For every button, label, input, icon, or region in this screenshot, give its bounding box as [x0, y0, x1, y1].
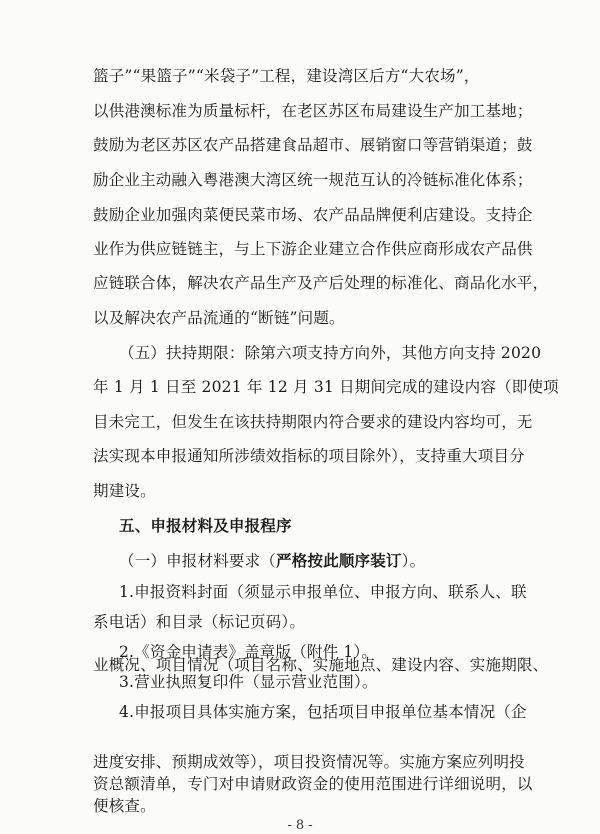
paragraph-line: 年 1 月 1 日至 2021 年 12 月 31 日期间完成的建设内容（即使项 [93, 378, 559, 396]
list-item-line: 便核查。 [93, 797, 156, 815]
list-item-line: 业概况、项目情况（项目名称、实施地点、建设内容、实施期限、 [93, 656, 549, 674]
subsection-emphasis: 严格按此顺序装订 [276, 551, 402, 570]
paragraph-line: 期建设。 [93, 482, 156, 500]
paragraph-line: 目未完工，但发生在该扶持期限内符合要求的建设内容均可，无 [93, 413, 533, 431]
list-item-line: 1.申报资料封面（须显示申报单位、申报方向、联系人、联 [119, 583, 527, 601]
subsection-suffix: ）。 [401, 552, 426, 570]
paragraph-line: 鼓励企业加强肉菜便民菜市场、农产品品牌便利店建设。支持企 [93, 206, 533, 224]
paragraph-line: 以及解决农产品流通的“断链”问题。 [93, 309, 345, 327]
list-item-line: 进度安排、预期成效等），项目投资情况等。实施方案应列明投 [93, 753, 525, 771]
paragraph-line: 以供港澳标准为质量标杆，在老区苏区布局建设生产加工基地； [93, 102, 533, 120]
subsection-line [119, 551, 600, 571]
paragraph-line: 法实现本申报通知所涉绩效指标的项目除外），支持重大项目分 [93, 447, 525, 465]
list-item-line: 3.营业执照复印件（显示营业范围）。 [119, 673, 378, 691]
paragraph-line: 篮子”“果篮子”“米袋子”工程，建设湾区后方“大农场”， [93, 67, 480, 85]
paragraph-line: 业作为供应链链主，与上下游企业建立合作供应商形成农产品供 [93, 240, 533, 258]
list-item-line: 资总额清单，专门对申请财政资金的使用范围进行详细说明，以 [93, 775, 533, 793]
subsection-label: （一）申报材料要求（ [119, 552, 277, 570]
paragraph-line: （五）扶持期限：除第六项支持方向外，其他方向支持 2020 [119, 344, 542, 362]
page-number: - 8 - [287, 818, 313, 833]
list-item-line: 4.申报项目具体实施方案，包括项目申报单位基本情况（企 [119, 703, 527, 721]
list-item-line: 2.《资金申请表》盖章版（附件 1）。 [119, 643, 378, 661]
section-heading: 五、申报材料及申报程序 [119, 517, 292, 535]
paragraph-line: 励企业主动融入粤港澳大湾区统一规范互认的冷链标准化体系； [93, 171, 533, 189]
paragraph-line: 鼓励为老区苏区农产品搭建食品超市、展销窗口等营销渠道；鼓 [93, 136, 533, 154]
paragraph-line: 应链联合体，解决农产品生产及产后处理的标准化、商品化水平， [93, 274, 549, 292]
list-item-line: 系电话）和目录（标记页码）。 [93, 613, 306, 631]
